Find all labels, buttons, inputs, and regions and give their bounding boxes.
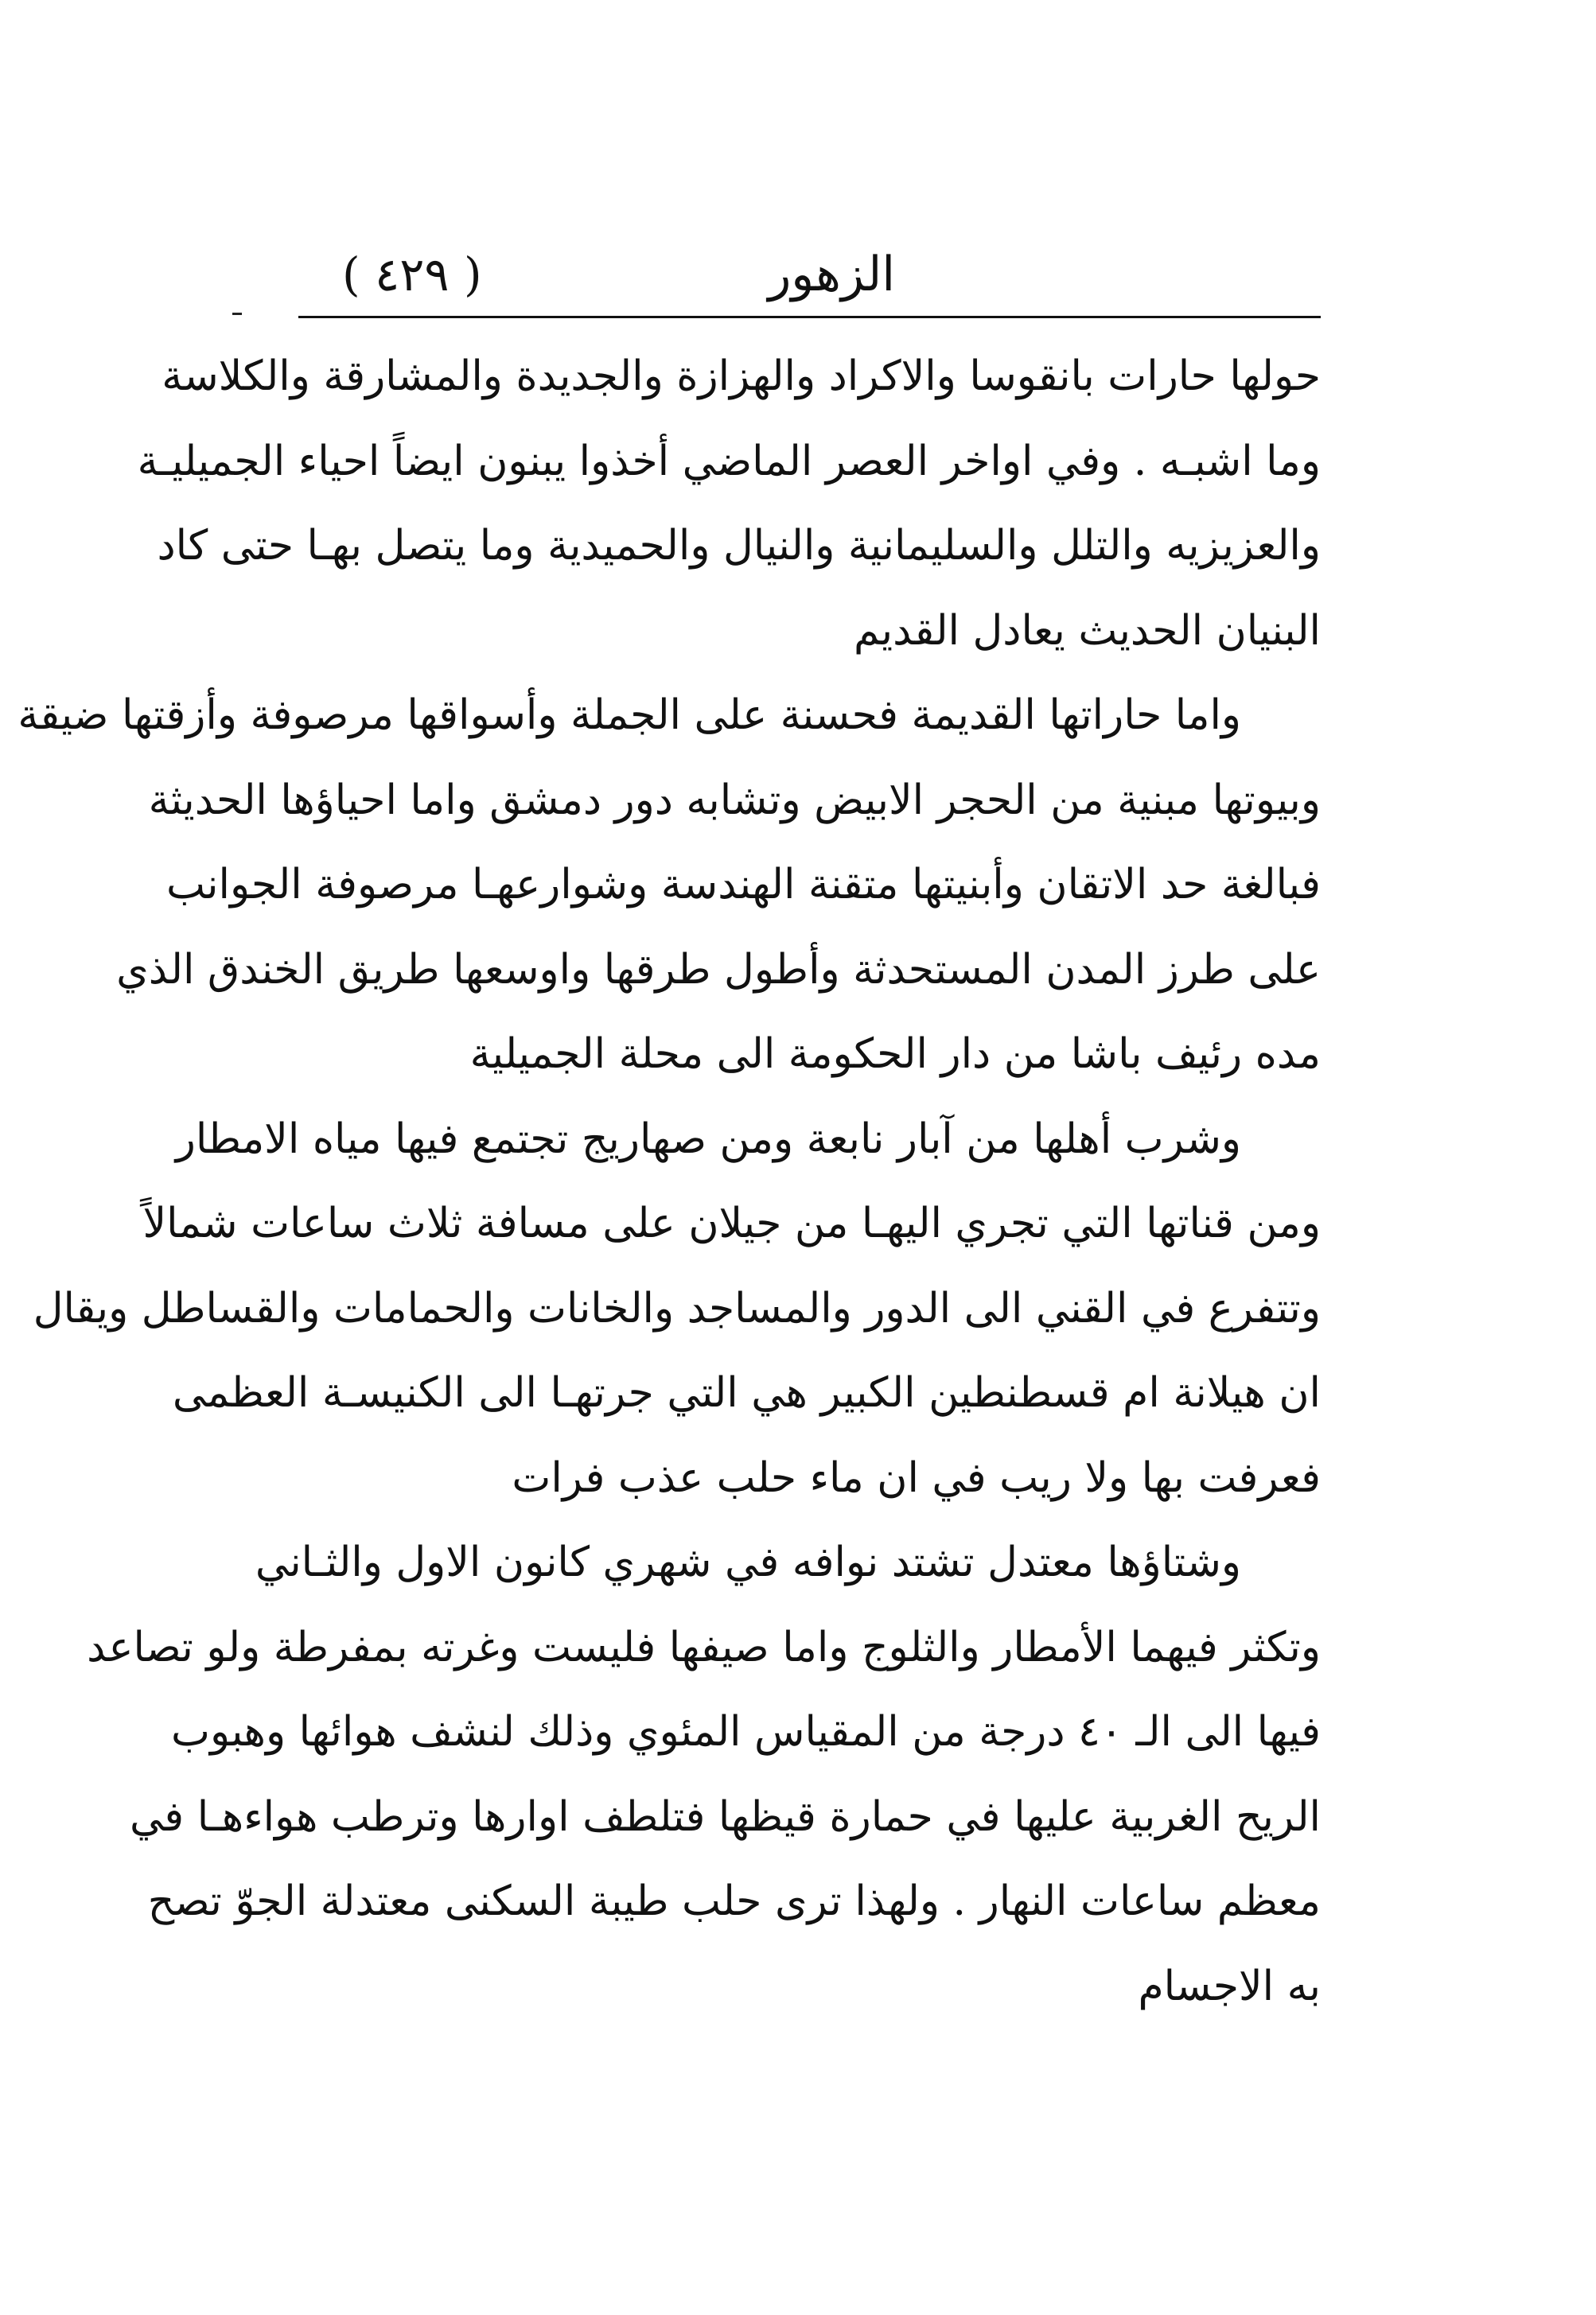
text-line: به الاجسام [1138, 1962, 1321, 2010]
running-title: الزهور [768, 247, 895, 302]
text-line: وبيوتها مبنية من الحجر الابيض وتشابه دور دمشق واما احياؤها الحديثة [148, 776, 1321, 824]
body-text [18, 334, 1321, 2029]
text-line: فيها الى الـ ٤٠ درجة من المقياس المئوي وذلك لنشف هوائها وهبوب [171, 1708, 1321, 1756]
text-line: فبالغة حد الاتقان وأبنيتها متقنة الهندسة وشوارعهـا مرصوفة الجوانب [166, 861, 1321, 908]
text-line: وتتفرع في القني الى الدور والمساجد والخانات والحمامات والقساطل ويقال [33, 1284, 1321, 1333]
text-line: ان هيلانة ام قسطنطين الكبير هي التي جرتهـا الى الكنيسـة العظمى [172, 1369, 1321, 1417]
header-rule [298, 316, 1321, 318]
text-line: الريح الغربية عليها في حمارة قيظها فتلطف اوارها وترطب هواءهـا في [129, 1792, 1321, 1841]
paragraph-first-line: وشتاؤها معتدل تشتد نوافه في شهري كانون الاول والثـاني [255, 1539, 1241, 1586]
page-number: ( ٤٢٩ ) [342, 247, 482, 302]
text-line: حولها حارات بانقوسا والاكراد والهزازة والجديدة والمشارقة والكلاسة [162, 352, 1321, 400]
text-line: معظم ساعات النهار . ولهذا ترى حلب طيبة السكنى معتدلة الجوّ تصح [147, 1877, 1321, 1925]
page-header [294, 239, 1321, 310]
text-line: فعرفت بها ولا ريب في ان ماء حلب عذب فرات [512, 1453, 1321, 1502]
text-line: على طرز المدن المستحدثة وأطول طرقها واوسعها طريق الخندق الذي [116, 945, 1321, 994]
text-line: والعزيزيه والتلل والسليمانية والنيال والحميدية وما يتصل بهـا حتى كاد [157, 522, 1321, 570]
margin-mark [232, 313, 242, 315]
text-line: وتكثر فيهما الأمطار والثلوج واما صيفها فليست وغرته بمفرطة ولو تصاعد [87, 1623, 1321, 1671]
text-line: مده رئيف باشا من دار الحكومة الى محلة الجميلية [469, 1030, 1321, 1078]
text-line: ومن قناتها التي تجري اليهـا من جيلان على مسافة ثلاث ساعات شمالاً [142, 1200, 1321, 1247]
paragraph-first-line: واما حاراتها القديمة فحسنة على الجملة وأسواقها مرصوفة وأزقتها ضيقة [18, 691, 1241, 739]
text-line: البنيان الحديث يعادل القديم [854, 606, 1321, 655]
text-line: وما اشبـه . وفي اواخر العصر الماضي أخذوا يبنون ايضاً احياء الجميليـة [137, 437, 1321, 485]
paragraph-first-line: وشرب أهلها من آبار نابعة ومن صهاريج تجتمع فيها مياه الامطار [175, 1115, 1241, 1163]
